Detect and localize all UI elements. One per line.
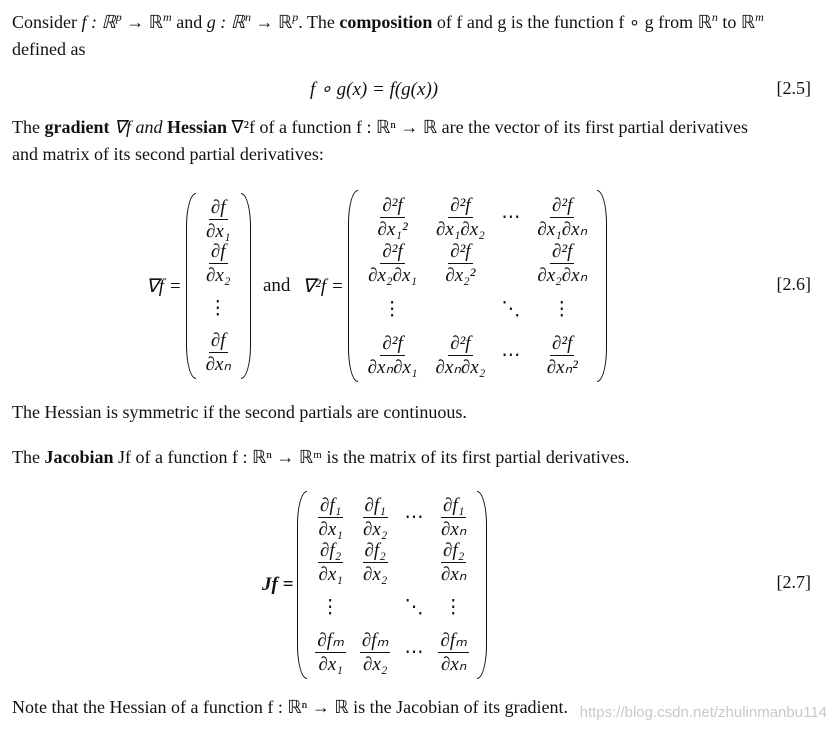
fraction-numerator: ∂f₁: [364, 495, 386, 516]
equation-2-7: [0, 488, 835, 682]
text-run: to ℝ: [717, 12, 756, 32]
jacobian-entries: [307, 491, 477, 679]
text-run: The Hessian is symmetric if the second partials are continuous.: [12, 402, 467, 422]
term-jacobian: Jacobian: [44, 447, 114, 467]
matrix-entry-fraction: [443, 242, 477, 285]
term-hessian: Hessian: [167, 117, 228, 137]
right-paren: [241, 193, 251, 379]
equation-number: [2.5]: [776, 78, 811, 98]
matrix-entry-ellipsis: ⋮: [552, 298, 573, 320]
jacobian-lhs: Jf =: [262, 574, 294, 595]
fraction-denominator: ∂xₙ∂x₂: [435, 356, 486, 378]
text-run: defined as: [12, 39, 86, 59]
paragraph-composition: [12, 4, 812, 63]
fraction-numerator: ∂f: [210, 330, 226, 352]
math-g-signature: g : ℝ: [206, 12, 245, 32]
text-run: → ℝ: [121, 12, 164, 32]
paragraph-hessian-symmetric: [12, 399, 812, 426]
fraction-numerator: ∂f₁: [443, 495, 465, 516]
fraction-denominator: ∂x₂: [362, 564, 388, 585]
sup-n: n: [711, 10, 718, 24]
fraction-numerator: ∂²f: [382, 194, 403, 216]
fraction-denominator: ∂xₙ: [440, 654, 467, 675]
matrix-entry-fraction: [315, 631, 346, 674]
matrix-entry-fraction: [360, 631, 391, 674]
matrix-entry-fraction: [535, 196, 589, 239]
matrix-entry-ellipsis: ⋯: [404, 642, 425, 663]
fraction-denominator: ∂xₙ²: [546, 356, 578, 378]
fraction-numerator: ∂fₘ: [361, 630, 389, 651]
fraction-numerator: ∂²f: [552, 240, 573, 262]
fraction-numerator: ∂fₘ: [440, 630, 467, 651]
text-run: ∇²f of a function f : ℝⁿ → ℝ are the vector of its first partial derivatives: [227, 117, 749, 137]
hessian-lhs: ∇²f =: [302, 275, 344, 297]
watermark: https://blog.csdn.net/zhulinmanbu114: [579, 704, 827, 721]
matrix-entry-fraction: [376, 196, 410, 239]
matrix-entry-ellipsis: ⋮: [208, 297, 229, 319]
text-run: The: [12, 447, 45, 467]
matrix-entry-fraction: [439, 541, 468, 584]
fraction-numerator: ∂f: [210, 196, 226, 218]
matrix-entry-ellipsis: ⋱: [404, 597, 425, 618]
sup-m: m: [163, 10, 172, 24]
text-run: Jf of a function f : ℝⁿ → ℝᵐ is the matrix of its first partial derivatives.: [113, 447, 630, 467]
matrix-entry-ellipsis: ⋮: [320, 597, 341, 618]
fraction-numerator: ∂f₂: [443, 540, 465, 561]
matrix-entry-fraction: [439, 496, 468, 539]
gradient-expression: [146, 188, 607, 384]
equation-number: [2.7]: [776, 572, 811, 592]
fraction-denominator: ∂x₂: [206, 265, 231, 287]
text-run: . The: [298, 12, 340, 32]
fraction-numerator: ∂²f: [450, 332, 471, 354]
and-word: and: [262, 275, 291, 296]
right-paren: [597, 190, 607, 382]
fraction-denominator: ∂x₂²: [445, 264, 476, 286]
fraction-denominator: ∂x₁∂xₙ: [537, 218, 588, 240]
fraction-numerator: ∂fₘ: [317, 630, 344, 651]
matrix-entry-ellipsis: ⋯: [501, 206, 522, 228]
fraction-denominator: ∂x₂: [362, 519, 388, 540]
matrix-entry-ellipsis: ⋱: [501, 298, 522, 320]
equation-2-5: [0, 78, 835, 102]
term-composition: composition: [339, 12, 433, 32]
gradient-vector: [186, 193, 251, 379]
right-paren: [477, 491, 487, 679]
fraction-numerator: ∂f₂: [320, 540, 342, 561]
hessian-entries: [358, 190, 597, 382]
sup-p: p: [292, 10, 299, 24]
matrix-entry-ellipsis: ⋮: [443, 597, 464, 618]
matrix-entry-ellipsis: ⋮: [382, 298, 403, 320]
text-run: The: [12, 117, 45, 137]
equation-number: [2.6]: [776, 274, 811, 294]
fraction-denominator: ∂xₙ: [205, 354, 231, 376]
fraction-denominator: ∂x₁∂x₂: [435, 218, 485, 240]
text-run: and matrix of its second partial derivatives:: [12, 144, 324, 164]
term-gradient: gradient: [44, 117, 110, 137]
fraction-numerator: ∂²f: [450, 194, 471, 216]
gradient-lhs: ∇f =: [146, 275, 182, 297]
equation-text: f ∘ g(x) = f(g(x)): [310, 79, 439, 100]
fraction-numerator: ∂f: [210, 241, 226, 263]
matrix-entry-fraction: [545, 334, 580, 377]
fraction-denominator: ∂x₂: [362, 654, 388, 675]
text-run: ∇f and: [109, 117, 168, 137]
sup-p: p: [115, 10, 122, 24]
matrix-entry-fraction: [204, 198, 232, 241]
text-run: and: [171, 12, 207, 32]
jacobian-expression: [262, 488, 487, 682]
matrix-entry-ellipsis: ⋯: [404, 507, 425, 528]
fraction-denominator: ∂x₁: [206, 220, 231, 242]
left-paren: [297, 491, 307, 679]
paragraph-gradient-hessian: [12, 114, 812, 168]
fraction-numerator: ∂²f: [382, 240, 403, 262]
fraction-numerator: ∂²f: [382, 332, 403, 354]
matrix-entry-fraction: [366, 334, 420, 377]
fraction-denominator: ∂xₙ: [440, 564, 467, 585]
matrix-entry-fraction: [361, 541, 389, 584]
matrix-entry-fraction: [438, 631, 469, 674]
left-paren: [348, 190, 358, 382]
gradient-entries: [196, 193, 241, 379]
text-run: → ℝ: [250, 12, 293, 32]
matrix-entry-fraction: [204, 242, 232, 285]
fraction-numerator: ∂²f: [552, 332, 573, 354]
jacobian-matrix: [297, 491, 487, 679]
matrix-entry-fraction: [316, 496, 344, 539]
sup-m: m: [755, 10, 764, 24]
fraction-denominator: ∂x₂∂x₁: [368, 264, 418, 286]
sup-n: n: [244, 10, 251, 24]
matrix-entry-fraction: [204, 331, 233, 374]
text-run: of f and g is the function f ∘ g from ℝ: [432, 12, 712, 32]
matrix-entry-ellipsis: ⋯: [501, 344, 522, 366]
fraction-denominator: ∂xₙ∂x₁: [367, 356, 418, 378]
matrix-entry-fraction: [316, 541, 344, 584]
fraction-denominator: ∂x₁²: [377, 218, 408, 240]
matrix-entry-fraction: [535, 242, 589, 285]
text-run: Consider: [12, 12, 82, 32]
fraction-denominator: ∂x₁: [318, 654, 343, 675]
matrix-entry-fraction: [434, 196, 487, 239]
fraction-numerator: ∂²f: [552, 194, 573, 216]
fraction-numerator: ∂f₁: [320, 495, 342, 516]
fraction-denominator: ∂x₂∂xₙ: [537, 264, 588, 286]
equation-2-6: [0, 188, 835, 384]
matrix-entry-fraction: [366, 242, 419, 285]
fraction-denominator: ∂xₙ: [440, 519, 467, 540]
fraction-denominator: ∂x₁: [318, 564, 343, 585]
matrix-entry-fraction: [361, 496, 389, 539]
paragraph-jacobian: [12, 444, 812, 471]
left-paren: [186, 193, 196, 379]
math-f-signature: f : ℝ: [81, 12, 116, 32]
fraction-numerator: ∂f₂: [364, 540, 386, 561]
matrix-entry-fraction: [434, 334, 488, 377]
hessian-matrix: [348, 190, 607, 382]
text-run: Note that the Hessian of a function f : ℝⁿ → ℝ is the Jacobian of its gradient.: [12, 697, 569, 717]
fraction-numerator: ∂²f: [450, 240, 471, 262]
fraction-denominator: ∂x₁: [318, 519, 343, 540]
